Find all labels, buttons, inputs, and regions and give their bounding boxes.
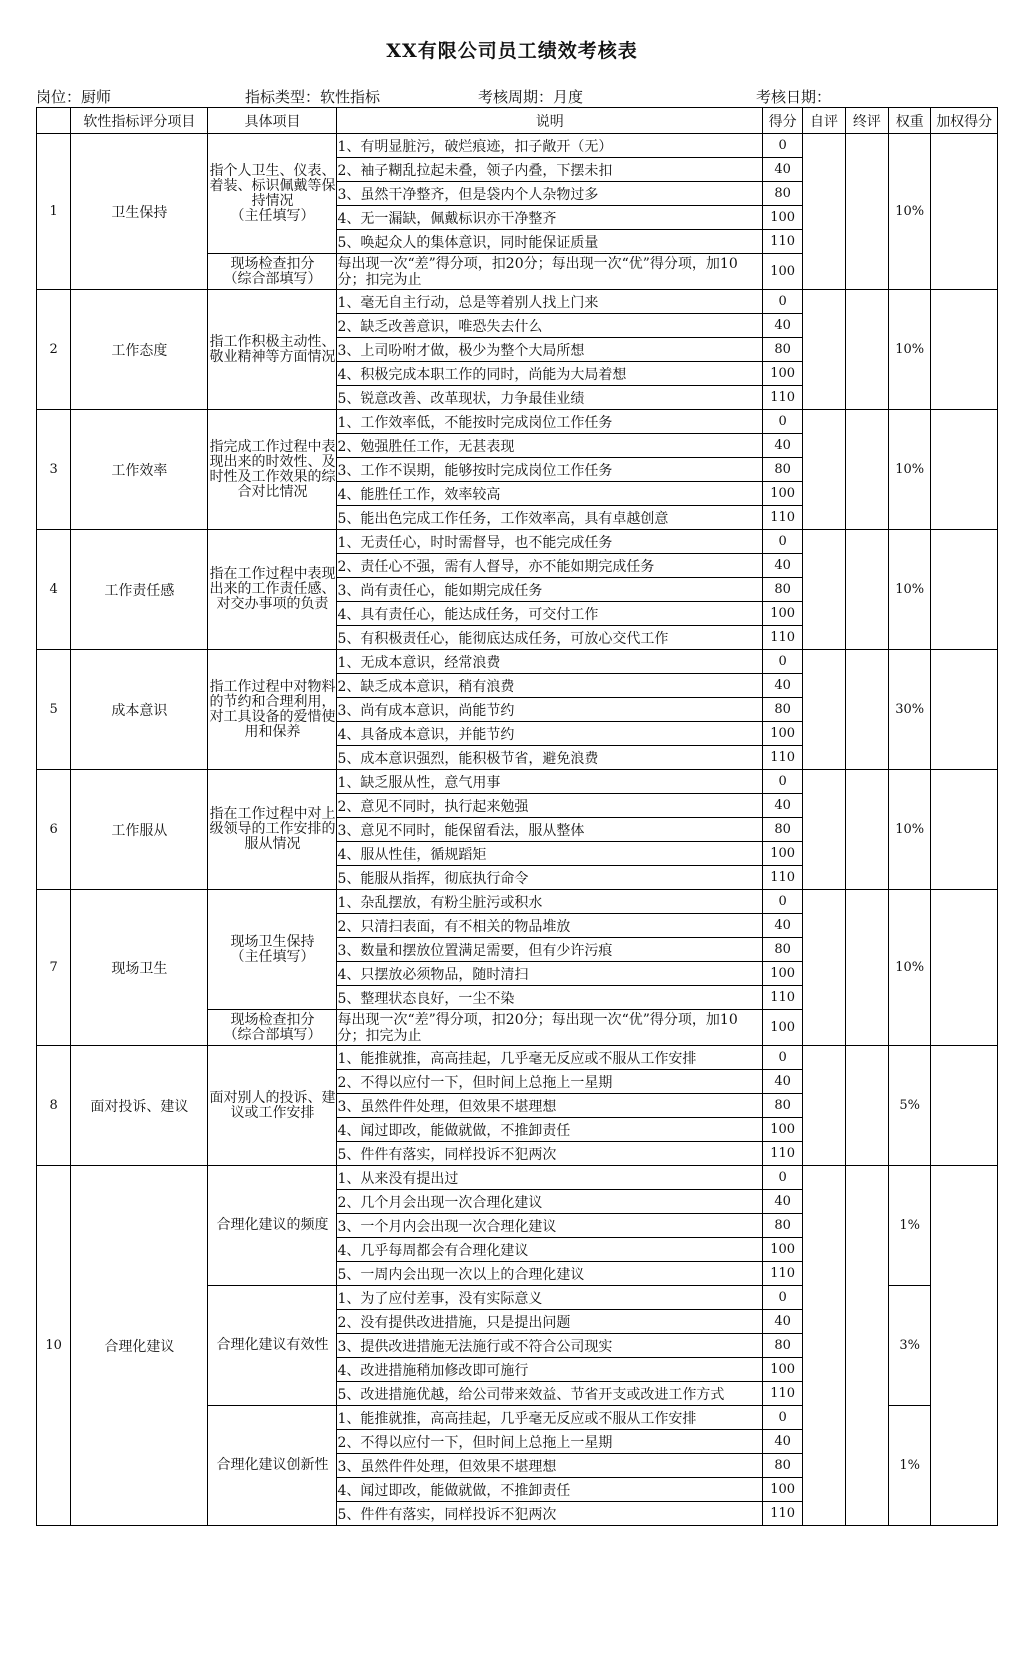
score-value: 110	[763, 746, 803, 770]
header-no	[37, 108, 71, 134]
header-cell: 说明	[337, 108, 763, 134]
score-value: 100	[763, 1478, 803, 1502]
form-meta	[0, 87, 1024, 107]
score-value: 100	[763, 1118, 803, 1142]
item-number: 5	[37, 650, 71, 770]
score-value: 110	[763, 1142, 803, 1166]
weighted-score-cell[interactable]	[931, 290, 998, 410]
criteria-text: 1、杂乱摆放，有粉尘脏污或积水	[337, 890, 763, 914]
weighted-score-cell[interactable]	[931, 890, 998, 1046]
criteria-text: 4、闻过即改，能做就做，不推卸责任	[337, 1478, 763, 1502]
item-detail: 现场卫生保持 （主任填写）	[208, 890, 337, 1010]
score-value: 80	[763, 1454, 803, 1478]
score-value: 100	[763, 482, 803, 506]
criteria-text: 4、服从性佳，循规蹈矩	[337, 842, 763, 866]
final-eval-cell[interactable]	[845, 1046, 888, 1166]
criteria-text: 4、具备成本意识，并能节约	[337, 722, 763, 746]
header-cell: 得分	[763, 108, 803, 134]
criteria-text: 4、改进措施稍加修改即可施行	[337, 1358, 763, 1382]
item-number: 4	[37, 530, 71, 650]
weight-value: 3%	[889, 1286, 931, 1406]
score-value: 40	[763, 674, 803, 698]
criteria-text: 5、有积极责任心，能彻底达成任务，可放心交代工作	[337, 626, 763, 650]
criteria-text: 5、唤起众人的集体意识，同时能保证质量	[337, 230, 763, 254]
item-detail: 指在工作过程中对上级领导的工作安排的服从情况	[208, 770, 337, 890]
meta-period: 考核周期：月度	[478, 88, 584, 106]
score-value: 100	[763, 722, 803, 746]
weight-value: 10%	[889, 134, 931, 290]
score-value: 100	[763, 842, 803, 866]
score-value: 0	[763, 290, 803, 314]
score-value: 100	[763, 206, 803, 230]
criteria-text: 3、虽然件件处理，但效果不堪理想	[337, 1094, 763, 1118]
item-detail: 现场检查扣分 （综合部填写）	[208, 254, 337, 290]
item-name: 工作责任感	[71, 530, 208, 650]
criteria-text: 2、缺乏成本意识，稍有浪费	[337, 674, 763, 698]
weighted-score-cell[interactable]	[931, 134, 998, 290]
item-detail: 合理化建议有效性	[208, 1286, 337, 1406]
final-eval-cell[interactable]	[845, 770, 888, 890]
item-detail: 指个人卫生、仪表、着装、标识佩戴等保持情况 （主任填写）	[208, 134, 337, 254]
weighted-score-cell[interactable]	[931, 530, 998, 650]
criteria-text: 3、尚有成本意识，尚能节约	[337, 698, 763, 722]
criteria-text: 1、从来没有提出过	[337, 1166, 763, 1190]
table-row	[37, 890, 998, 914]
criteria-text: 1、为了应付差事，没有实际意义	[337, 1286, 763, 1310]
score-value: 80	[763, 1214, 803, 1238]
score-value: 0	[763, 1046, 803, 1070]
weight-value: 10%	[889, 890, 931, 1046]
criteria-text: 2、袖子糊乱拉起未叠，领子内叠，下摆未扣	[337, 158, 763, 182]
criteria-text: 5、一周内会出现一次以上的合理化建议	[337, 1262, 763, 1286]
criteria-text: 1、工作效率低，不能按时完成岗位工作任务	[337, 410, 763, 434]
criteria-text: 2、不得以应付一下，但时间上总拖上一星期	[337, 1430, 763, 1454]
weight-value: 5%	[889, 1046, 931, 1166]
criteria-text: 1、缺乏服从性，意气用事	[337, 770, 763, 794]
score-value: 110	[763, 986, 803, 1010]
criteria-text: 4、闻过即改，能做就做，不推卸责任	[337, 1118, 763, 1142]
criteria-text: 5、件件有落实，同样投诉不犯两次	[337, 1502, 763, 1526]
score-value: 110	[763, 1502, 803, 1526]
item-detail: 指在工作过程中表现出来的工作责任感、对交办事项的负责	[208, 530, 337, 650]
score-value: 80	[763, 578, 803, 602]
self-eval-cell[interactable]	[803, 770, 845, 890]
header-cell: 自评	[803, 108, 845, 134]
item-name: 卫生保持	[71, 134, 208, 290]
final-eval-cell[interactable]	[845, 890, 888, 1046]
item-number: 1	[37, 134, 71, 290]
header-cell: 终评	[845, 108, 888, 134]
criteria-text: 5、改进措施优越，给公司带来效益、节省开支或改进工作方式	[337, 1382, 763, 1406]
score-value: 100	[763, 962, 803, 986]
score-value: 40	[763, 794, 803, 818]
item-detail: 指工作积极主动性、敬业精神等方面情况	[208, 290, 337, 410]
page-title: XX有限公司员工绩效考核表	[386, 40, 638, 62]
criteria-text: 5、能服从指挥，彻底执行命令	[337, 866, 763, 890]
criteria-text: 每出现一次“差”得分项，扣20分；每出现一次“优”得分项，加10分；扣完为止	[337, 1010, 763, 1046]
table-row	[37, 134, 998, 158]
header-cell: 权重	[889, 108, 931, 134]
criteria-text: 1、毫无自主行动，总是等着别人找上门来	[337, 290, 763, 314]
score-value: 0	[763, 650, 803, 674]
weighted-score-cell[interactable]	[931, 770, 998, 890]
item-name: 成本意识	[71, 650, 208, 770]
criteria-text: 2、意见不同时，执行起来勉强	[337, 794, 763, 818]
item-number: 6	[37, 770, 71, 890]
score-value: 40	[763, 1190, 803, 1214]
table-row	[37, 770, 998, 794]
criteria-text: 5、能出色完成工作任务，工作效率高，具有卓越创意	[337, 506, 763, 530]
score-value: 80	[763, 1334, 803, 1358]
self-eval-cell[interactable]	[803, 530, 845, 650]
final-eval-cell[interactable]	[845, 134, 888, 290]
criteria-text: 5、整理状态良好，一尘不染	[337, 986, 763, 1010]
weight-value: 1%	[889, 1406, 931, 1526]
weight-value: 30%	[889, 650, 931, 770]
item-number: 7	[37, 890, 71, 1046]
criteria-text: 2、没有提供改进措施，只是提出问题	[337, 1310, 763, 1334]
criteria-text: 5、成本意识强烈，能积极节省，避免浪费	[337, 746, 763, 770]
criteria-text: 3、数量和摆放位置满足需要，但有少许污痕	[337, 938, 763, 962]
criteria-text: 2、勉强胜任工作，无甚表现	[337, 434, 763, 458]
item-name: 工作态度	[71, 290, 208, 410]
table-row	[37, 290, 998, 314]
meta-date: 考核日期：	[756, 88, 832, 106]
score-value: 40	[763, 314, 803, 338]
score-value: 110	[763, 1382, 803, 1406]
final-eval-cell[interactable]	[845, 1166, 888, 1526]
score-value: 100	[763, 362, 803, 386]
score-value: 80	[763, 938, 803, 962]
self-eval-cell[interactable]	[803, 134, 845, 290]
criteria-text: 5、件件有落实，同样投诉不犯两次	[337, 1142, 763, 1166]
score-value: 110	[763, 866, 803, 890]
criteria-text: 2、缺乏改善意识，唯恐失去什么	[337, 314, 763, 338]
item-name: 合理化建议	[71, 1166, 208, 1526]
criteria-text: 5、锐意改善、改革现状，力争最佳业绩	[337, 386, 763, 410]
score-value: 0	[763, 890, 803, 914]
score-value: 80	[763, 182, 803, 206]
item-number: 2	[37, 290, 71, 410]
header-cell: 加权得分	[931, 108, 998, 134]
criteria-text: 4、几乎每周都会有合理化建议	[337, 1238, 763, 1262]
score-value: 80	[763, 698, 803, 722]
criteria-text: 3、尚有责任心，能如期完成任务	[337, 578, 763, 602]
score-value: 80	[763, 818, 803, 842]
score-value: 100	[763, 1010, 803, 1046]
table-row	[37, 1046, 998, 1070]
final-eval-cell[interactable]	[845, 530, 888, 650]
criteria-text: 3、工作不误期，能够按时完成岗位工作任务	[337, 458, 763, 482]
criteria-text: 2、责任心不强，需有人督导，亦不能如期完成任务	[337, 554, 763, 578]
evaluation-table	[36, 107, 998, 1526]
criteria-text: 3、虽然干净整齐，但是袋内个人杂物过多	[337, 182, 763, 206]
header-row	[37, 108, 998, 134]
score-value: 100	[763, 1358, 803, 1382]
score-value: 110	[763, 230, 803, 254]
criteria-text: 4、能胜任工作，效率较高	[337, 482, 763, 506]
criteria-text: 3、虽然件件处理，但效果不堪理想	[337, 1454, 763, 1478]
criteria-text: 1、能推就推，高高挂起，几乎毫无反应或不服从工作安排	[337, 1406, 763, 1430]
item-detail: 合理化建议的频度	[208, 1166, 337, 1286]
self-eval-cell[interactable]	[803, 890, 845, 1046]
table-row	[37, 410, 998, 434]
score-value: 100	[763, 1238, 803, 1262]
criteria-text: 2、只清扫表面，有不相关的物品堆放	[337, 914, 763, 938]
score-value: 0	[763, 410, 803, 434]
score-value: 0	[763, 770, 803, 794]
weight-value: 10%	[889, 530, 931, 650]
criteria-text: 3、意见不同时，能保留看法，服从整体	[337, 818, 763, 842]
score-value: 40	[763, 1070, 803, 1094]
criteria-text: 4、具有责任心，能达成任务，可交付工作	[337, 602, 763, 626]
weighted-score-cell[interactable]	[931, 650, 998, 770]
item-name: 现场卫生	[71, 890, 208, 1046]
criteria-text: 1、无成本意识，经常浪费	[337, 650, 763, 674]
final-eval-cell[interactable]	[845, 650, 888, 770]
score-value: 40	[763, 158, 803, 182]
score-value: 100	[763, 602, 803, 626]
score-value: 80	[763, 338, 803, 362]
criteria-text: 4、只摆放必须物品，随时清扫	[337, 962, 763, 986]
criteria-text: 3、提供改进措施无法施行或不符合公司现实	[337, 1334, 763, 1358]
criteria-text: 1、能推就推，高高挂起，几乎毫无反应或不服从工作安排	[337, 1046, 763, 1070]
final-eval-cell[interactable]	[845, 290, 888, 410]
table-row	[37, 1166, 998, 1190]
self-eval-cell[interactable]	[803, 290, 845, 410]
weight-value: 10%	[889, 410, 931, 530]
item-number: 8	[37, 1046, 71, 1166]
final-eval-cell[interactable]	[845, 410, 888, 530]
score-value: 0	[763, 1406, 803, 1430]
criteria-text: 2、几个月会出现一次合理化建议	[337, 1190, 763, 1214]
self-eval-cell[interactable]	[803, 410, 845, 530]
criteria-text: 每出现一次“差”得分项，扣20分；每出现一次“优”得分项，加10分；扣完为止	[337, 254, 763, 290]
self-eval-cell[interactable]	[803, 1046, 845, 1166]
header-cell: 软性指标评分项目	[71, 108, 208, 134]
item-name: 工作服从	[71, 770, 208, 890]
score-value: 0	[763, 134, 803, 158]
self-eval-cell[interactable]	[803, 650, 845, 770]
item-number: 3	[37, 410, 71, 530]
table-row	[37, 650, 998, 674]
score-value: 110	[763, 1262, 803, 1286]
weighted-score-cell[interactable]	[931, 410, 998, 530]
item-detail: 指完成工作过程中表现出来的时效性、及时性及工作效果的综合对比情况	[208, 410, 337, 530]
item-name: 工作效率	[71, 410, 208, 530]
score-value: 110	[763, 626, 803, 650]
weighted-score-cell[interactable]	[931, 1166, 998, 1526]
criteria-text: 3、上司吩咐才做，极少为整个大局所想	[337, 338, 763, 362]
criteria-text: 2、不得以应付一下，但时间上总拖上一星期	[337, 1070, 763, 1094]
meta-position: 岗位：厨师	[36, 88, 112, 106]
weight-value: 10%	[889, 770, 931, 890]
score-value: 0	[763, 1166, 803, 1190]
weight-value: 10%	[889, 290, 931, 410]
weight-value: 1%	[889, 1166, 931, 1286]
score-value: 110	[763, 506, 803, 530]
score-value: 80	[763, 458, 803, 482]
meta-indicator-type: 指标类型：软性指标	[245, 88, 381, 106]
item-detail: 面对别人的投诉、建议或工作安排	[208, 1046, 337, 1166]
item-detail: 指工作过程中对物料的节约和合理利用，对工具设备的爱惜使用和保养	[208, 650, 337, 770]
criteria-text: 4、积极完成本职工作的同时，尚能为大局着想	[337, 362, 763, 386]
score-value: 0	[763, 1286, 803, 1310]
item-name: 面对投诉、建议	[71, 1046, 208, 1166]
header-cell: 具体项目	[208, 108, 337, 134]
score-value: 40	[763, 1430, 803, 1454]
score-value: 80	[763, 1094, 803, 1118]
score-value: 100	[763, 254, 803, 290]
item-detail: 合理化建议创新性	[208, 1406, 337, 1526]
table-body	[37, 108, 998, 1526]
score-value: 40	[763, 1310, 803, 1334]
weighted-score-cell[interactable]	[931, 1046, 998, 1166]
item-detail: 现场检查扣分 （综合部填写）	[208, 1010, 337, 1046]
score-value: 0	[763, 530, 803, 554]
criteria-text: 4、无一漏缺，佩戴标识亦干净整齐	[337, 206, 763, 230]
table-row	[37, 530, 998, 554]
criteria-text: 3、一个月内会出现一次合理化建议	[337, 1214, 763, 1238]
score-value: 40	[763, 554, 803, 578]
criteria-text: 1、有明显脏污，破烂痕迹，扣子敞开（无）	[337, 134, 763, 158]
item-number: 10	[37, 1166, 71, 1526]
score-value: 40	[763, 434, 803, 458]
score-value: 40	[763, 914, 803, 938]
self-eval-cell[interactable]	[803, 1166, 845, 1526]
criteria-text: 1、无责任心，时时需督导，也不能完成任务	[337, 530, 763, 554]
score-value: 110	[763, 386, 803, 410]
